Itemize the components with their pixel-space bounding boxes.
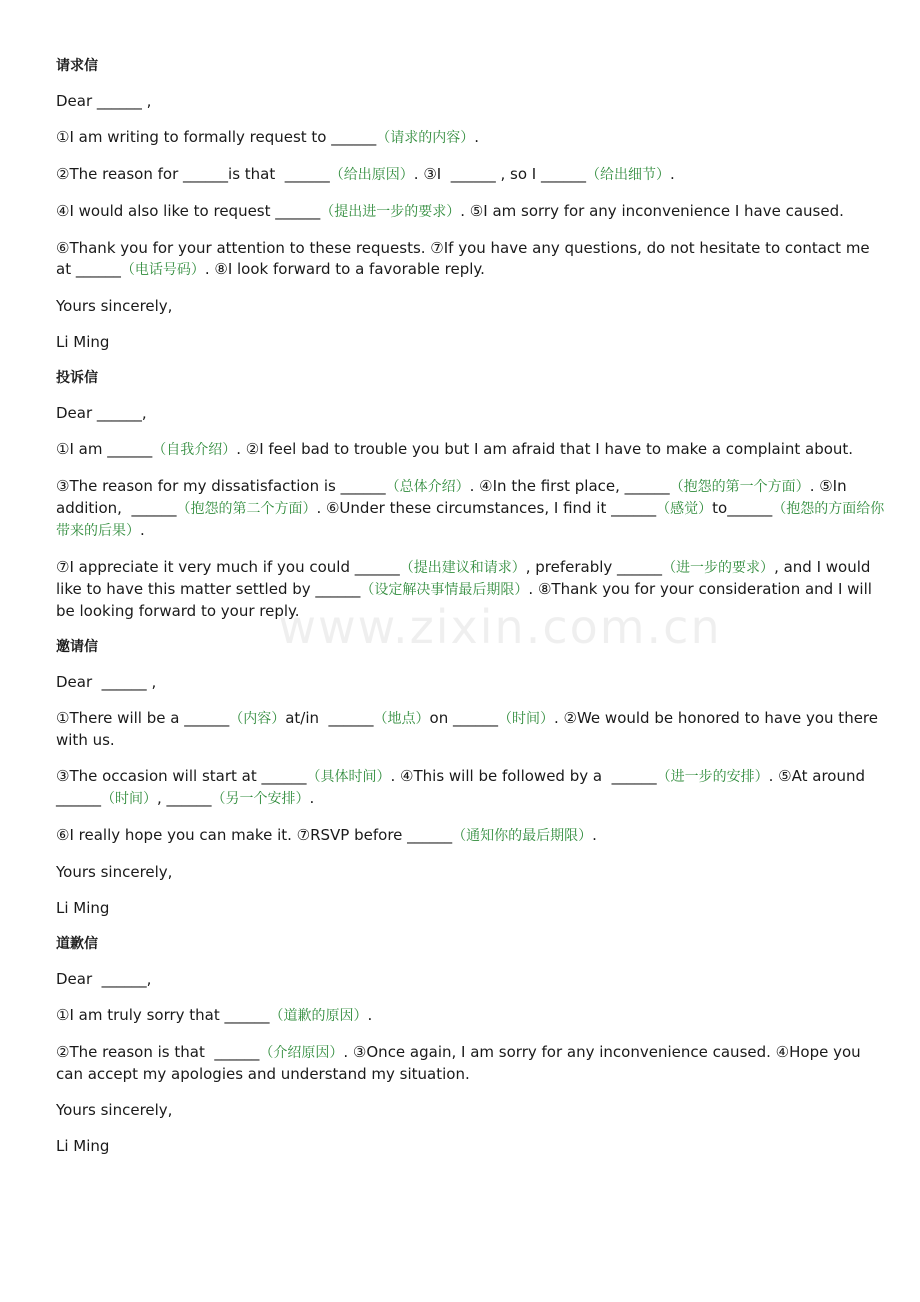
hint-text: （进一步的要求）: [662, 560, 775, 576]
hint-text: （时间）: [498, 711, 554, 727]
hint-text: （提出建议和请求）: [399, 560, 526, 576]
body-text: Dear ______,: [56, 970, 152, 988]
body-text: ⑥I really hope you can make it. ⑦RSVP before ______: [56, 826, 453, 844]
paragraph: [56, 439, 888, 461]
hint-text: （给出原因）: [329, 167, 414, 183]
body-text: .: [140, 521, 145, 539]
hint-text: （抱怨的方面给你带来的后果）: [56, 501, 885, 539]
body-text: on ______: [429, 709, 498, 727]
body-text: to______: [712, 499, 773, 517]
body-text: , ______: [157, 789, 212, 807]
hint-text: （进一步的安排）: [656, 769, 769, 785]
hint-text: （抱怨的第一个方面）: [669, 479, 810, 495]
body-text: ①I am writing to formally request to ______: [56, 128, 377, 146]
document-page: [56, 56, 888, 1172]
body-text: . ⑤In addition, ______: [56, 477, 852, 517]
body-text: . ⑥Under these circumstances, I find it ______: [316, 499, 657, 517]
paragraph: [56, 862, 888, 883]
body-text: . ⑧I look forward to a favorable reply.: [204, 260, 485, 278]
body-text: . ⑤At around ______: [56, 767, 875, 807]
section-heading: 投诉信: [56, 370, 98, 386]
body-text: ①I am truly sorry that ______: [56, 1006, 270, 1024]
paragraph: [56, 672, 888, 693]
watermark: www.zixin.com.cn: [278, 600, 722, 654]
paragraph: [56, 403, 888, 424]
section-heading: 道歉信: [56, 936, 98, 952]
body-text: ②The reason for ______is that ______: [56, 165, 330, 183]
paragraph: [56, 708, 888, 751]
section-heading: 请求信: [56, 58, 98, 74]
paragraph: [56, 164, 888, 186]
hint-text: （时间）: [101, 791, 157, 807]
hint-text: （提出进一步的要求）: [320, 204, 461, 220]
body-text: .: [669, 165, 675, 183]
body-text: Yours sincerely,: [56, 297, 173, 315]
paragraph: [56, 766, 888, 810]
paragraph: [56, 476, 888, 542]
body-text: . ③I ______ , so I ______: [413, 165, 586, 183]
body-text: Dear ______,: [56, 404, 147, 422]
paragraph: [56, 1100, 888, 1121]
paragraph: [56, 825, 888, 847]
body-text: . ⑤I am sorry for any inconvenience I have caused.: [460, 202, 844, 220]
body-text: ④I would also like to request ______: [56, 202, 321, 220]
body-text: .: [592, 826, 597, 844]
hint-text: （地点）: [373, 711, 430, 727]
hint-text: （道歉的原因）: [269, 1008, 368, 1024]
body-text: Li Ming: [56, 899, 110, 917]
paragraph: [56, 1005, 888, 1027]
paragraph: [56, 296, 888, 317]
hint-text: （通知你的最后期限）: [452, 828, 593, 844]
body-text: ⑦I appreciate it very much if you could ______: [56, 558, 400, 576]
body-text: .: [474, 128, 480, 146]
paragraph: [56, 969, 888, 990]
body-text: . ④In the first place, ______: [469, 477, 670, 495]
body-text: Dear ______ ,: [56, 673, 157, 691]
body-text: .: [309, 789, 315, 807]
body-text: , preferably ______: [525, 558, 663, 576]
hint-text: （电话号码）: [120, 262, 205, 278]
body-text: . ⑧Thank you for your consideration and I will be looking forward to your reply.: [56, 580, 877, 620]
paragraph: [56, 201, 888, 223]
hint-text: （介绍原因）: [259, 1045, 344, 1061]
paragraph: [56, 1042, 888, 1085]
body-text: . ④This will be followed by a ______: [390, 767, 657, 785]
body-text: at/in ______: [285, 709, 374, 727]
body-text: ③The reason for my dissatisfaction is ______: [56, 477, 386, 495]
body-text: , and I would like to have this matter settled by ______: [56, 558, 876, 598]
body-text: . ③Once again, I am sorry for any inconvenience caused. ④Hope you can accept my apologies and understand my situation.: [56, 1043, 866, 1083]
paragraph: [56, 332, 888, 353]
section-heading: 邀请信: [56, 639, 98, 655]
paragraph: [56, 91, 888, 112]
body-text: .: [367, 1006, 373, 1024]
hint-text: （感觉）: [656, 501, 713, 517]
body-text: Yours sincerely,: [56, 1101, 173, 1119]
body-text: ②The reason is that ______: [56, 1043, 260, 1061]
paragraph: [56, 898, 888, 919]
body-text: ①I am ______: [56, 440, 153, 458]
paragraph: [56, 127, 888, 149]
paragraph: [56, 1136, 888, 1157]
hint-text: （自我介绍）: [152, 442, 237, 458]
hint-text: （给出细节）: [585, 167, 670, 183]
body-text: ①There will be a ______: [56, 709, 230, 727]
body-text: Yours sincerely,: [56, 863, 173, 881]
body-text: Li Ming: [56, 1137, 110, 1155]
hint-text: （内容）: [229, 711, 286, 727]
body-text: ③The occasion will start at ______: [56, 767, 307, 785]
hint-text: （设定解决事情最后期限）: [360, 582, 529, 598]
body-text: ⑥Thank you for your attention to these requests. ⑦If you have any questions, do not hesitate to contact me at ______: [56, 239, 875, 278]
body-text: Dear ______ ,: [56, 92, 152, 110]
body-text: Li Ming: [56, 333, 110, 351]
body-text: . ②We would be honored to have you there with us.: [56, 709, 883, 749]
hint-text: （请求的内容）: [376, 130, 475, 146]
hint-text: （抱怨的第二个方面）: [176, 501, 317, 517]
paragraph: [56, 557, 888, 622]
hint-text: （另一个安排）: [211, 791, 310, 807]
hint-text: （总体介绍）: [385, 479, 470, 495]
paragraph: [56, 238, 888, 281]
body-text: . ②I feel bad to trouble you but I am afraid that I have to make a complaint about.: [236, 440, 854, 458]
hint-text: （具体时间）: [306, 769, 391, 785]
